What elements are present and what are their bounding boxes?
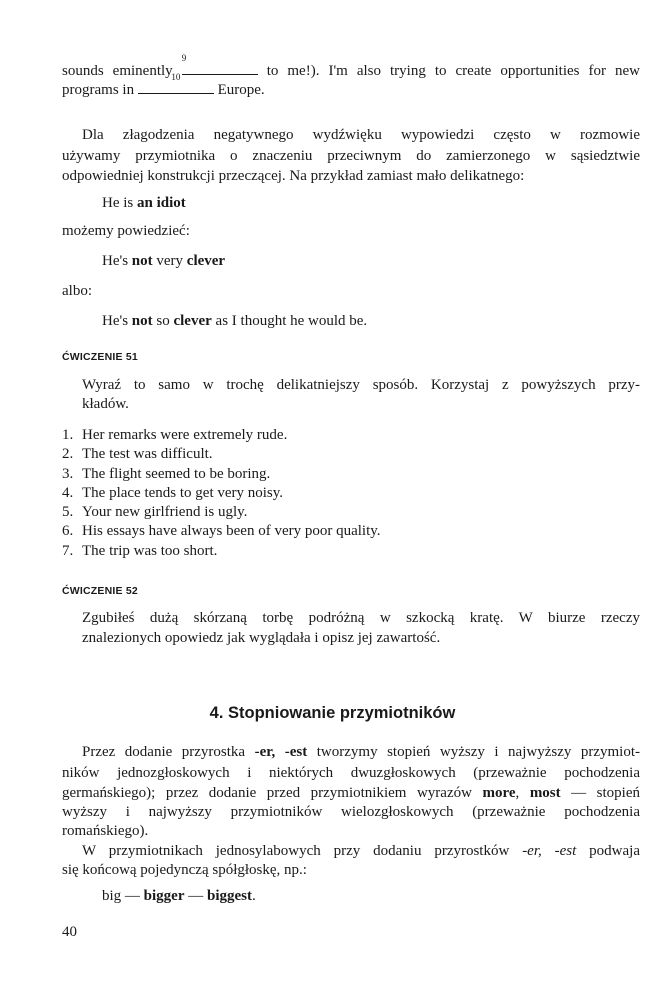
list-item: 5. Your new girlfriend is ugly.: [62, 504, 248, 521]
para3-line-1: W przymiotnikach jednosylabowych przy dodaniu przyrostków -er, -est podwaja: [82, 843, 640, 859]
example-2: He's not very clever: [102, 253, 226, 269]
list-item: 7. The trip was too short.: [62, 542, 218, 559]
para2-line-4: wyższy i najwyższy przymiotników wielozgłoskowych (przeważnie pochodzenia: [62, 804, 640, 820]
para3-line-2: się końcową pojedynczą spółgłoskę, np.:: [62, 862, 307, 878]
exercise-51-instr-2: kładów.: [82, 396, 129, 412]
exercise-52-line-1: Zgubiłeś dużą skórzaną torbę podróżną w szkocką kratę. W biurze rzeczy: [82, 610, 640, 626]
exercise-51-title: ĆWICZENIE 51: [62, 351, 138, 363]
blank-10: 10: [138, 81, 214, 94]
page-number: 40: [62, 924, 77, 940]
para2-line-1: Przez dodanie przyrostka -er, -est tworzymy stopień wyższy i najwyższy przymiot-: [82, 744, 641, 760]
para2-line-3: germańskiego); przez dodanie przed przymiotnikiem wyrazów more, most — stopień: [62, 785, 641, 801]
para1-line-1: Dla złagodzenia negatywnego wydźwięku wypowiedzi często w rozmowie: [82, 127, 640, 143]
blank-9: 9: [182, 62, 258, 75]
exercise-51-instr-1: Wyraź to samo w trochę delikatniejszy sposób. Korzystaj z powyższych przy-: [82, 377, 640, 393]
exercise-52-line-2: znalezionych opowiedz jak wyglądała i opisz jej zawartość.: [82, 630, 441, 646]
example-3: He's not so clever as I thought he would be.: [102, 313, 368, 329]
para1-line-2: używamy przymiotnika o znaczeniu przeciwnym do zamierzonego w sąsiedztwie: [62, 148, 640, 164]
para2-line-5: romańskiego).: [62, 823, 149, 839]
exercise-51-list: [62, 426, 381, 561]
list-item: 4. The place tends to get very noisy.: [62, 484, 284, 501]
section-title: 4. Stopniowanie przymiotników: [209, 704, 456, 722]
list-item: 3. The flight seemed to be boring.: [62, 465, 271, 482]
list-item: 1. Her remarks were extremely rude.: [62, 427, 288, 443]
mozemy-text: możemy powiedzieć:: [62, 223, 190, 239]
intro-line-2: programs in 10 Europe.: [62, 72, 265, 98]
example-1: He is an idiot: [102, 195, 186, 211]
example-4: big — bigger — biggest.: [102, 888, 256, 904]
intro-line-1: sounds eminently 9 to me!). I'm also trying to create opportunities for new: [62, 53, 640, 79]
list-item: 6. His essays have always been of very poor quality.: [62, 523, 381, 540]
exercise-52-title: ĆWICZENIE 52: [62, 585, 138, 597]
list-item: 2. The test was difficult.: [62, 446, 213, 463]
para2-line-2: ników jednozgłoskowych i niektórych dwuzgłoskowych (przeważnie pochodzenia: [62, 765, 640, 781]
albo-text: albo:: [62, 283, 92, 299]
para1-line-3: odpowiedniej konstrukcji przeczącej. Na przykład zamiast mało delikatnego:: [62, 168, 525, 184]
